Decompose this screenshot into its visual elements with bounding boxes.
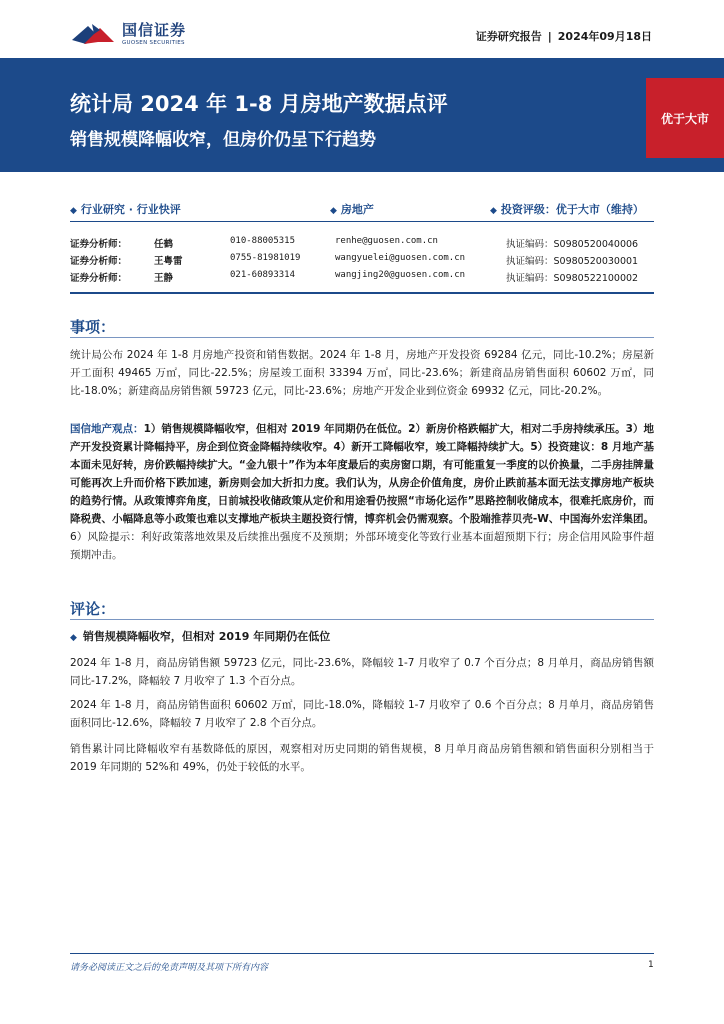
comment-paragraph: 销售累计同比降幅收窄有基数降低的原因，观察相对历史同期的销售规模，8 月单月商品房销售额和销售面积分别相当于 2019 年同期的 52%和 49%，仍处于较低的水平。 — [70, 743, 654, 773]
analyst-role: 证券分析师： — [70, 273, 128, 284]
report-subtitle: 销售规模降幅收窄，但房价仍呈下行趋势 — [70, 130, 376, 150]
analyst-role: 证券分析师： — [70, 256, 128, 267]
analyst-cert: 执证编码：S0980520040006 — [506, 239, 639, 250]
report-type: 证券研究报告 — [475, 30, 542, 43]
analyst-name: 王静 — [154, 273, 174, 284]
comment-paragraph: 2024 年 1-8 月，商品房销售面积 60602 万㎡，同比-18.0%，降幅较 1-7 月收窄了 0.6 个百分点；8 月单月，商品房销售面积同比-12.6%，降幅较 7 月收窄了 2.8 个百分点。 — [70, 699, 654, 729]
category-rating-label: 投资评级：优于大市（维持） — [500, 203, 644, 216]
section-title-comment: 评论： — [70, 600, 116, 618]
footer-rule — [70, 953, 654, 954]
comment-bullet-text: 销售规模降幅收窄，但相对 2019 年同期仍在低位 — [82, 630, 331, 643]
brand-name-en: GUOSEN SECURITIES — [122, 40, 185, 46]
report-meta: 证券研究报告 | 2024年09月18日 — [475, 30, 652, 43]
brand-logo — [70, 20, 186, 48]
guosen-logo-icon — [70, 20, 116, 48]
section-title-matter: 事项： — [70, 318, 116, 336]
diamond-icon: ◆ — [490, 206, 497, 216]
rating-badge: 优于大市 — [646, 78, 724, 158]
analyst-phone: 021-60893314 — [230, 270, 296, 280]
category-industry — [70, 201, 181, 217]
view-bold-text: 1）销售规模降幅收窄，但相对 2019 年同期仍在低位。2）新房价格跌幅扩大，相对二手房持续承压。3）地产开发投资累计降幅持平，房企到位资金降幅持续收窄。4）新开工降幅收窄，竣工降幅持续扩大。5）投资建议：8 月地产基本面未见好转，房价跌幅持续扩大。“金九银十”作为本年度最后的卖房窗口期，有可能重复一季度的以价换量，二手房挂牌量可能再次上升而价格下跌加速，新房则会加大折扣力度。我们认为，从房企价值角度，房价止跌前基本面无法支撑房地产板块的趋势行情。从政策博弈角度，日前城投收储政策从定价和用途看仍按照“市场化运作”思路控制收储成本，很难托底房价，而降税费、小幅降息等小政策也难以支撑地产板块主题投资行情，博弈机会仍需观察。个股端推荐贝壳-W、中国海外宏洋集团。 — [70, 423, 655, 525]
analyst-row — [70, 236, 654, 252]
report-date: 2024年09月18日 — [557, 30, 652, 43]
analyst-name: 王粤雷 — [154, 256, 183, 267]
analyst-name: 任鹤 — [154, 239, 174, 250]
diamond-icon: ◆ — [70, 633, 77, 643]
diamond-icon: ◆ — [70, 206, 77, 216]
divider — [70, 292, 654, 294]
category-sector — [330, 201, 374, 217]
diamond-icon: ◆ — [330, 206, 337, 216]
analyst-email[interactable]: renhe@guosen.com.cn — [335, 236, 438, 246]
report-title: 统计局 2024 年 1-8 月房地产数据点评 — [70, 92, 448, 116]
analyst-row — [70, 270, 654, 286]
analyst-email[interactable]: wangjing20@guosen.com.cn — [335, 270, 466, 280]
page-number: 1 — [648, 960, 654, 970]
footer-disclaimer: 请务必阅读正文之后的免责声明及其项下所有内容 — [70, 963, 269, 973]
category-industry-label: 行业研究 · 行业快评 — [80, 203, 181, 216]
analyst-email[interactable]: wangyuelei@guosen.com.cn — [335, 253, 466, 263]
section-rule — [70, 337, 654, 338]
comment-bullet — [70, 628, 330, 644]
analyst-phone: 0755-81981019 — [230, 253, 301, 263]
view-paragraph — [70, 420, 654, 564]
analyst-phone: 010-88005315 — [230, 236, 296, 246]
section-rule — [70, 619, 654, 620]
comment-paragraph: 2024 年 1-8 月，商品房销售额 59723 亿元，同比-23.6%，降幅较 1-7 月收窄了 0.7 个百分点；8 月单月，商品房销售额同比-17.2%，降幅较 7 月收窄了 1.3 个百分点。 — [70, 657, 654, 687]
matter-paragraph: 统计局公布 2024 年 1-8 月房地产投资和销售数据。2024 年 1-8 月，房地产开发投资 69284 亿元，同比-10.2%；房屋新开工面积 49465 万㎡，同比-22.5%；房屋竣工面积 33394 万㎡，同比-23.6%；新建商品房销售面积 60602 万㎡，同比-18.0%；新建商品房销售额 59723 亿元，同比-23.6%；房地产开发企业到位资金 69932 亿元，同比-20.2%。 — [70, 349, 654, 397]
category-sector-label: 房地产 — [340, 203, 374, 216]
analyst-cert: 执证编码：S0980520030001 — [506, 256, 639, 267]
analyst-cert: 执证编码：S0980522100002 — [506, 273, 639, 284]
view-normal-text: 6）风险提示：利好政策落地效果及后续推出强度不及预期；外部环境变化等致行业基本面超预期下行；房企信用风险事件超预期冲击。 — [70, 531, 654, 561]
brand-name-cn: 国信证券 — [122, 21, 187, 39]
category-rating — [490, 201, 644, 217]
analyst-row — [70, 253, 654, 269]
analyst-role: 证券分析师： — [70, 239, 128, 250]
view-lead: 国信地产观点： — [70, 423, 144, 435]
divider — [70, 221, 654, 222]
